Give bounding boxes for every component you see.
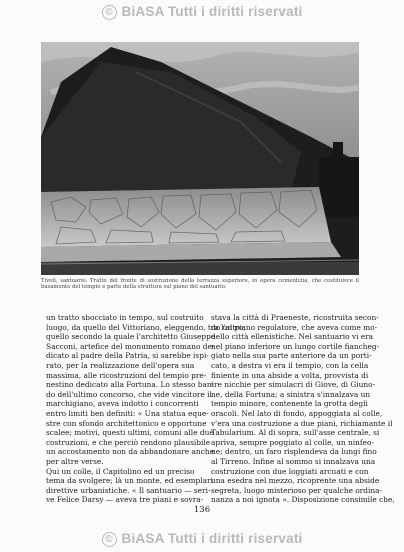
text-line: finiente in una abside a volta, provvista di: [211, 370, 369, 380]
text-line: rato, per la realizzazione dell'opera sua: [46, 360, 195, 370]
text-line: massima, alle ricostruzioni del tempio pre-: [46, 370, 207, 380]
text-line: tema da svolgere; là un monte, ed esemplari: [46, 476, 213, 486]
watermark-top-text: BiASA Tutti i diritti riservati: [121, 4, 303, 19]
text-line: ve Felice Darsy — aveva tre piani e sovra-: [46, 495, 204, 505]
text-line: ne, della Fortuna; a sinistra s'innalzava un: [211, 389, 371, 399]
page-number: 136: [193, 505, 211, 515]
text-line: direttive urbanistiche. « Il santuario — seri-: [46, 485, 211, 495]
text-line: un tratto sbocciato in tempo, sul costruito: [46, 313, 204, 322]
text-line: al Tirreno. Infine al sommo si innalzava una: [211, 456, 376, 466]
text-line: do dell'ultimo concorso, che vide vincitore il: [46, 389, 212, 399]
photo-caption: Tivoli, santuario. Tratto del fronte di sostruzione della terrazza superiore, in opera cementizia, che costituisce il basamento del tempio e parte della struttura sul piano del santuario.: [41, 278, 359, 291]
text-line: segreta, luogo misterioso per qualche ordina-: [211, 485, 383, 495]
text-line: nestino dedicato alla Fortuna. Lo stesso ban-: [46, 380, 215, 390]
text-line: marchigiano, aveva indotto i concorrenti: [46, 399, 199, 409]
text-line: nel piano inferiore un lungo cortile fiancheg-: [211, 341, 380, 351]
text-line: tempio minore, contenente la grotta degli: [211, 399, 368, 409]
photograph: [41, 42, 359, 275]
text-line: dicato al padre della Patria, si sarebbe ispi-: [46, 351, 209, 361]
text-line: oracoli. Nel lato di fondo, appoggiata al colle,: [211, 408, 383, 418]
text-line: nanza a noi ignota ». Disposizione consimile che,: [211, 495, 395, 505]
text-line: entro limiti ben definiti: « Una statua eque-: [46, 408, 209, 418]
text-line: giato nella sua parte anteriore da un porti-: [211, 351, 372, 361]
text-line: una esedra nel mezzo, ricoprente una abside: [211, 476, 380, 486]
text-line: per altre verse.: [46, 456, 104, 466]
text-line: Sacconi, artefice del monumento romano de-: [46, 341, 215, 351]
text-column-right: [211, 313, 395, 505]
text-line: do un piano regolatore, che aveva come mo-: [211, 322, 378, 332]
photo-drawing: [41, 42, 359, 275]
watermark-top: [0, 4, 404, 20]
text-line: luogo, da quello del Vittoriano, eleggendo, tra l'altro,: [46, 322, 246, 332]
text-line: stre con sfondo architettonico e opportune: [46, 418, 207, 428]
text-column-left: [46, 313, 246, 505]
text-line: dello città ellenistiche. Nel santuario vi era: [211, 332, 374, 342]
text-line: stava la città di Praeneste, ricostruita secon-: [211, 313, 379, 322]
text-line: apriva, sempre poggiato al colle, un ninfeo-: [211, 437, 374, 447]
text-line: Tabularium. Al di sopra, sull'asse centrale, si: [211, 428, 380, 438]
text-line: scalee; motivi, questi ultimi, comuni alle due: [46, 428, 214, 438]
copyright-icon: ©: [102, 532, 117, 547]
text-line: cato, a destra vi era il tempio, con la cella: [211, 360, 369, 370]
text-line: un accostamento non da abbandonare anche: [46, 447, 214, 457]
watermark-bottom: [0, 531, 404, 547]
text-line: ne; dentro, un faro risplendeva da lungi fino: [211, 447, 377, 457]
text-line: costruzione con due loggiati arcuati e con: [211, 466, 369, 476]
text-line: tre nicchie per simulacri di Giove, di Giuno-: [211, 380, 376, 390]
watermark-bottom-text: BiASA Tutti i diritti riservati: [121, 531, 303, 546]
text-line: costruzioni, e che perciò rendono plausibile: [46, 437, 211, 447]
copyright-icon: ©: [102, 5, 117, 20]
text-line: v'era una costruzione a due piani, richiamante il: [211, 418, 393, 428]
text-line: Qui un colle, il Capitolino ed un preciso: [46, 466, 195, 476]
text-line: quello secondo la quale l'architetto Giuseppe: [46, 332, 216, 342]
